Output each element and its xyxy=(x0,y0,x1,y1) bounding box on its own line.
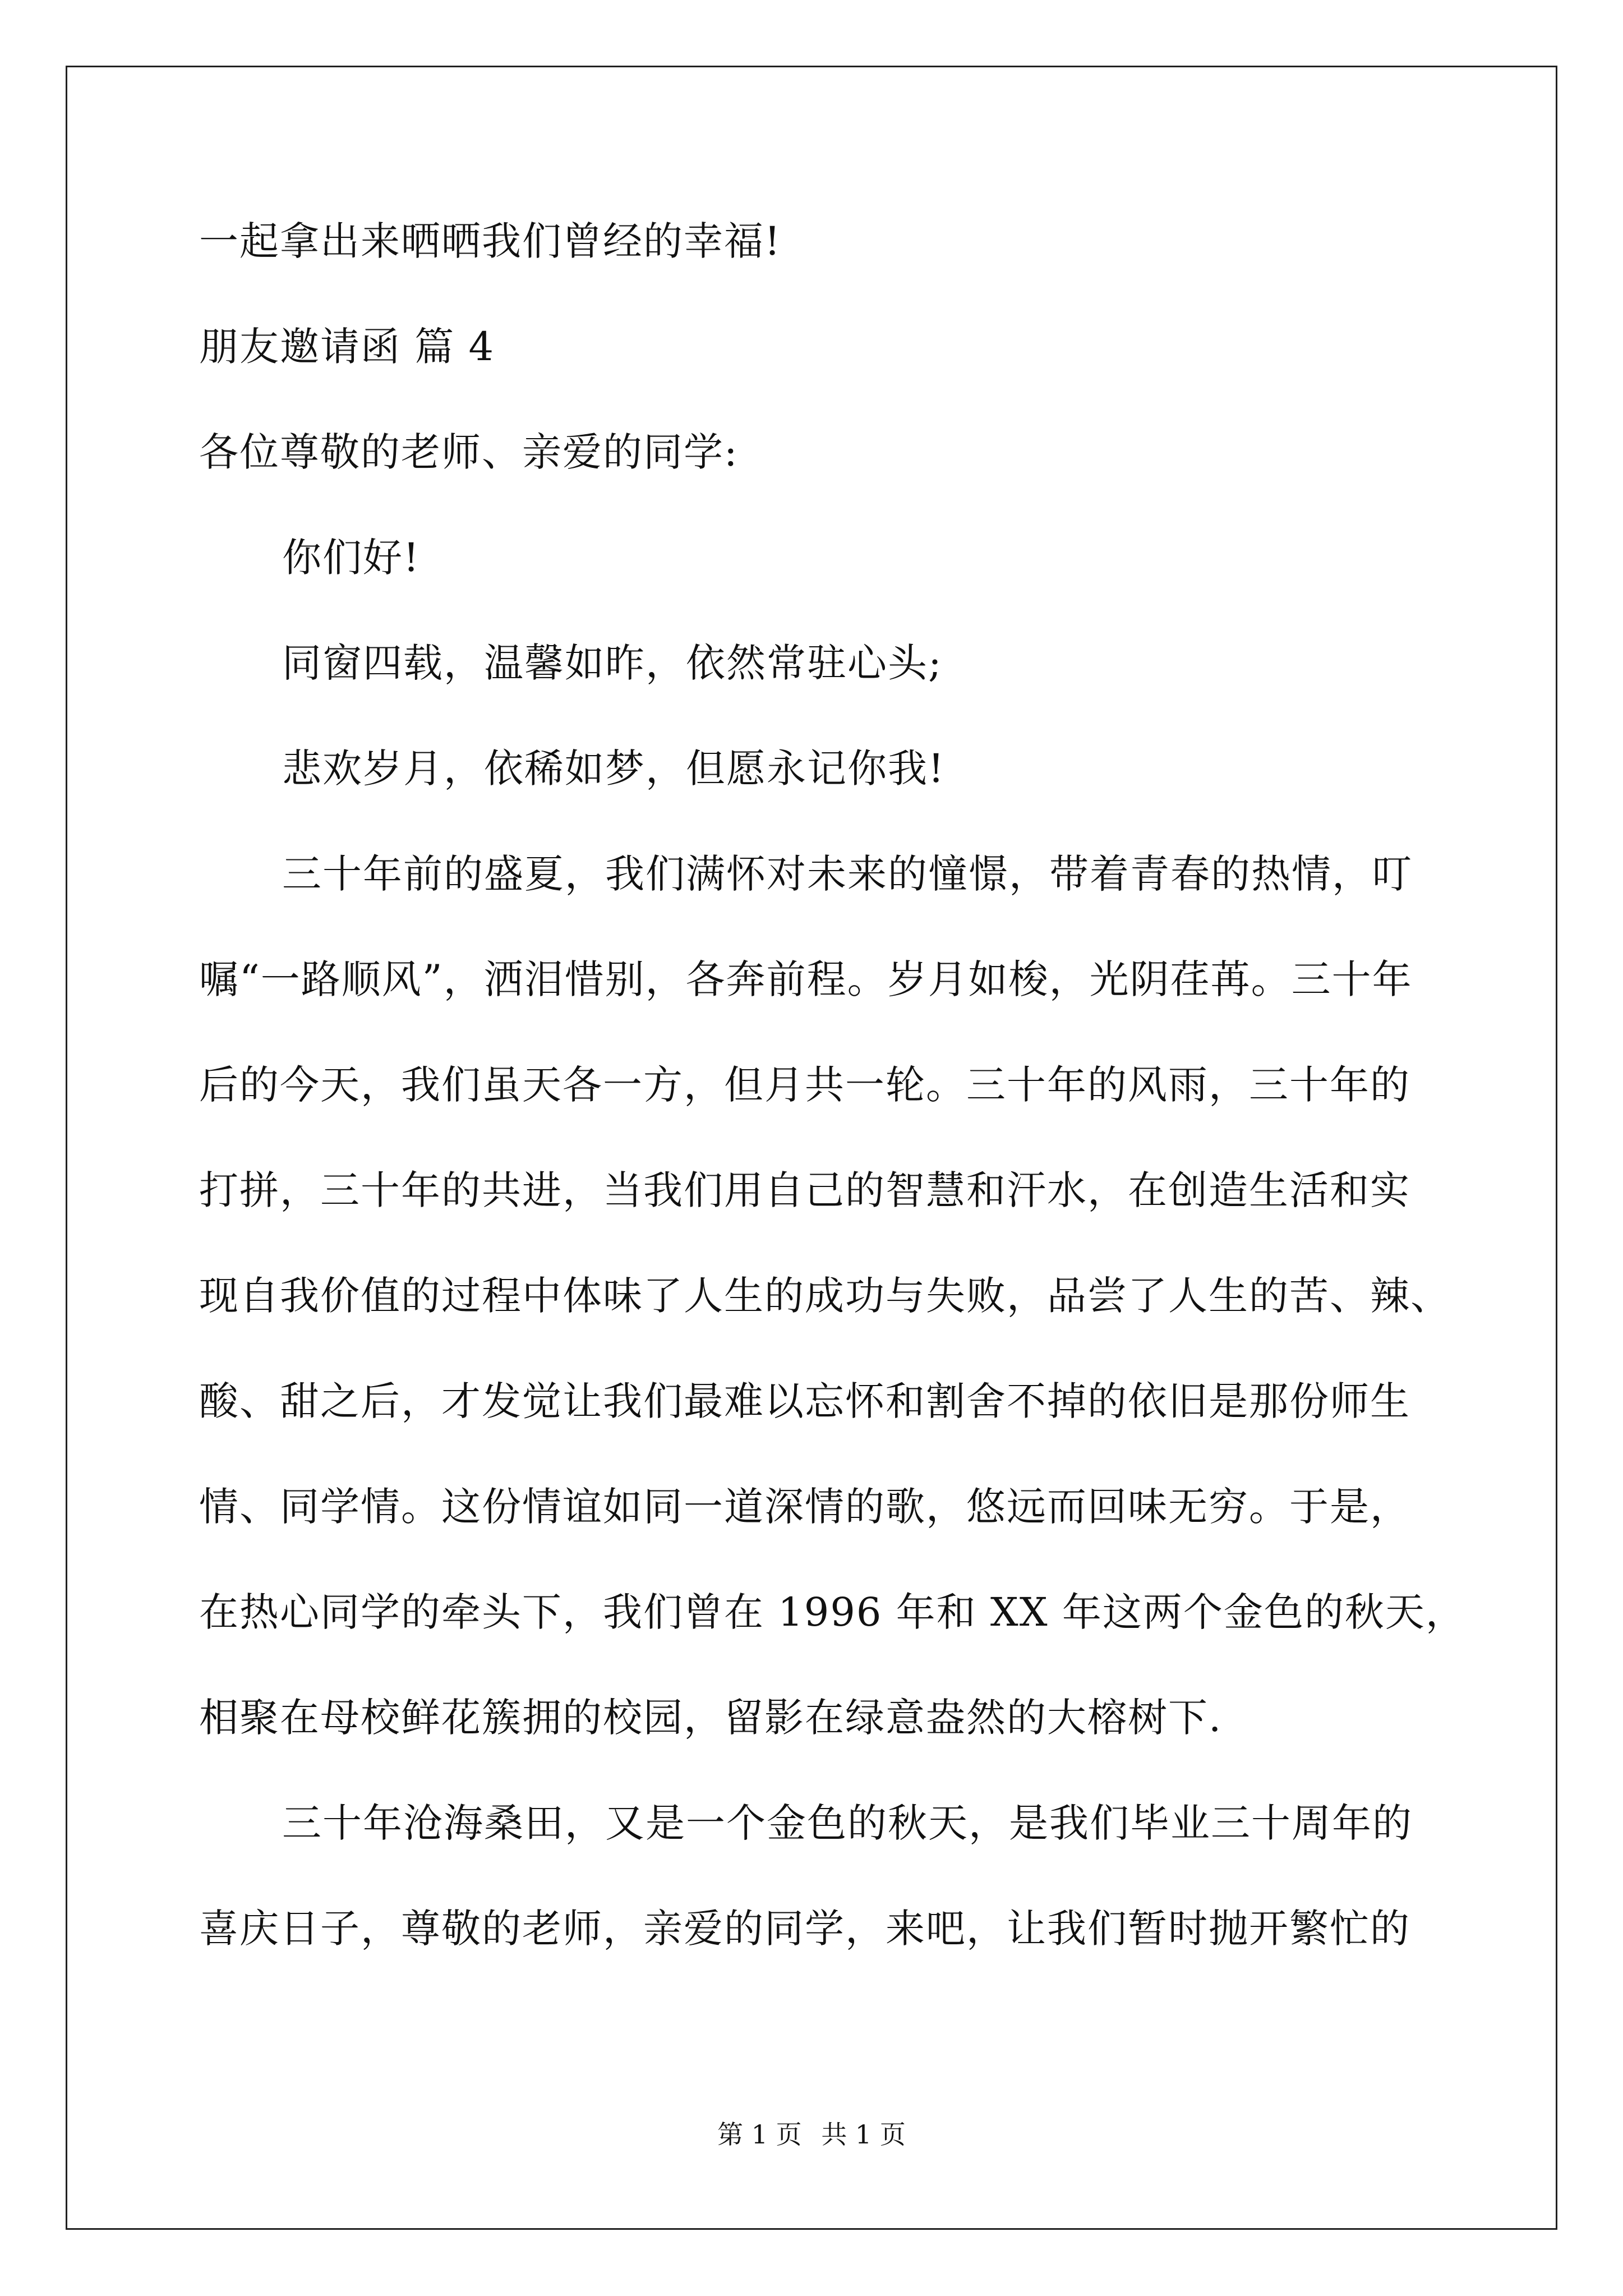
page-total: 共 1 页 xyxy=(821,2119,906,2150)
section-title: 朋友邀请函 篇 4 xyxy=(199,324,495,370)
text-line: 现自我价值的过程中体味了人生的成功与失败，品尝了人生的苦、辣、 xyxy=(199,1273,1451,1319)
page-number: 第 1 页 xyxy=(717,2119,802,2150)
salutation: 各位尊敬的老师、亲爱的同学: xyxy=(199,429,739,475)
page-footer xyxy=(0,2118,1623,2151)
greeting: 你们好! xyxy=(282,535,421,581)
text-line: 悲欢岁月，依稀如梦，但愿永记你我! xyxy=(282,746,946,792)
text-line: 情、同学情。这份情谊如同一道深情的歌，悠远而回味无穷。于是， xyxy=(199,1484,1410,1530)
text-line: 相聚在母校鲜花簇拥的校园，留影在绿意盎然的大榕树下. xyxy=(199,1695,1223,1741)
text-line: 打拼，三十年的共进，当我们用自己的智慧和汗水，在创造生活和实 xyxy=(199,1167,1410,1213)
text-line: 一起拿出来晒晒我们曾经的幸福! xyxy=(199,218,782,264)
text-line: 酸、甜之后，才发觉让我们最难以忘怀和割舍不掉的依旧是那份师生 xyxy=(199,1378,1410,1424)
document-body xyxy=(199,213,1467,1957)
text-line: 后的今天，我们虽天各一方，但月共一轮。三十年的风雨，三十年的 xyxy=(199,1062,1410,1108)
text-line: 嘱“一路顺风”，洒泪惜别，各奔前程。岁月如梭，光阴荏苒。三十年 xyxy=(199,956,1413,1002)
paragraph-start: 三十年沧海桑田，又是一个金色的秋天，是我们毕业三十周年的 xyxy=(282,1800,1413,1846)
text-line: 喜庆日子，尊敬的老师，亲爱的同学，来吧，让我们暂时抛开繁忙的 xyxy=(199,1906,1410,1952)
text-line: 同窗四载，温馨如昨，依然常驻心头; xyxy=(282,640,943,686)
text-line: 在热心同学的牵头下，我们曾在 1996 年和 XX 年这两个金色的秋天， xyxy=(199,1589,1466,1635)
paragraph-start: 三十年前的盛夏，我们满怀对未来的憧憬，带着青春的热情，叮 xyxy=(282,851,1413,897)
